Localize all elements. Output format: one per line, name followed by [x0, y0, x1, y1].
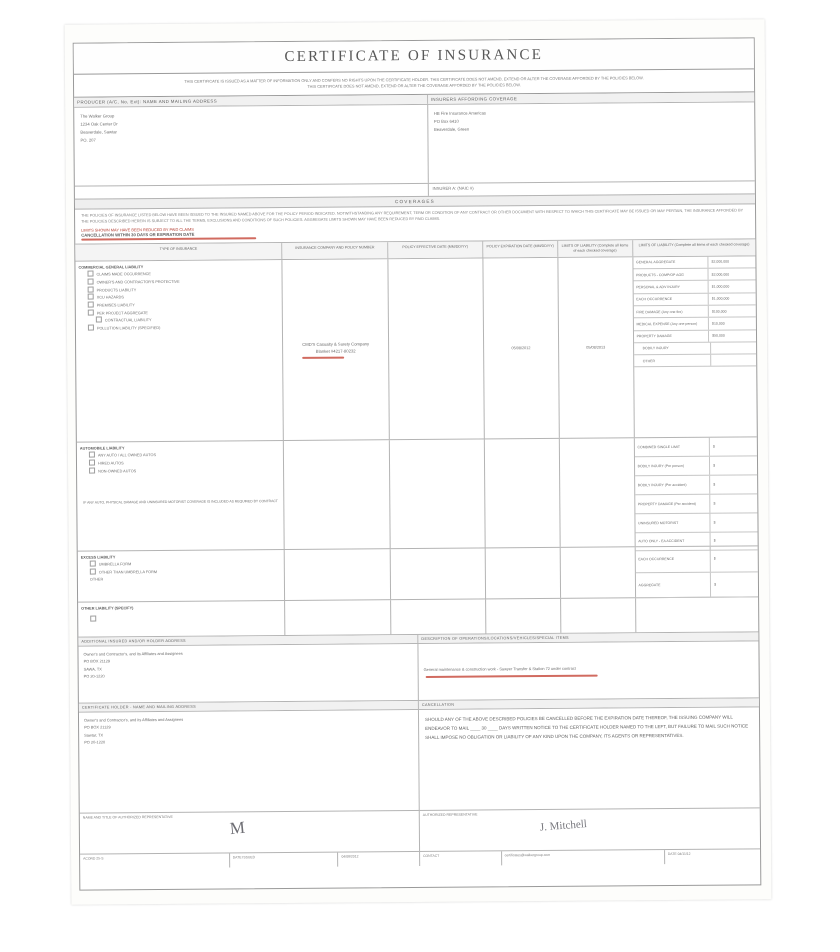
limit-value: $50,000 [712, 333, 725, 338]
auto-item-2: NON-OWNED AUTOS [98, 468, 137, 474]
coverages-paragraph: THE POLICIES OF INSURANCE LISTED BELOW HAVE BEEN ISSUED TO THE INSURED NAMED ABOVE FOR THE POLICY PERIOD INDICATED. NOTWITHSTANDING ANY REQUIREMENT, TERM OR CONDITION OF ANY CONTRACT OR OTHER DOCUMENT WITH RESPECT TO WHICH THIS CERTIFICATE MAY BE ISSUED OR MAY PERTAIN, THE INSURANCE AFFORDED BY THE POLICIES DESCRIBED HEREIN IS SUBJECT TO ALL THE TERMS, EXCLUSIONS AND CONDITIONS OF SUCH POLICIES. AGGREGATE LIMITS SHOWN MAY HAVE BEEN REDUCED BY PAID CLAIMS. [81, 208, 744, 224]
checkbox-icon[interactable] [88, 294, 94, 300]
addl-desc-body-row [78, 640, 758, 703]
holder-line-1: Owner's and Contractor's, and its Affiliates and Assignees [83, 716, 184, 723]
cgl-item-6: CONTRACTUAL LIABILITY [104, 318, 152, 323]
limit-value: $ [713, 556, 716, 561]
cgl-policy-col [388, 258, 485, 439]
limit-label: AUTO ONLY - EA ACCIDENT [635, 532, 711, 550]
other-policy-cell [391, 599, 486, 634]
producer-line-3: Beaverdale, Sawtar [80, 129, 117, 135]
limit-label: BODILY INJURY (Per accident) [635, 475, 711, 494]
holder-line-3: Sawtar, TX [84, 732, 104, 738]
checkbox-icon[interactable] [89, 460, 95, 466]
auto-expiration-date [560, 438, 636, 547]
limit-value: $ [713, 482, 716, 487]
checkbox-icon[interactable] [88, 309, 94, 315]
holder-line-4: PO 20-1220 [84, 739, 106, 745]
signature-row [80, 807, 760, 853]
limit-label: PERSONAL & ADV INJURY [633, 281, 709, 293]
footer-form-number: ACORD 25-S [80, 853, 230, 868]
auto-company-cell [284, 440, 390, 549]
limit-value: $ [713, 501, 716, 506]
limit-value: $100,000 [711, 309, 727, 314]
checkbox-icon[interactable] [90, 569, 96, 575]
limit-label: MEDICAL EXPENSE (Any one person) [633, 318, 709, 330]
addl-line-4: PO 20-1220 [83, 673, 105, 679]
other-type-cell [78, 601, 286, 637]
excess-item-2: OTHER [89, 577, 104, 582]
excess-type-cell [78, 550, 286, 602]
excess-expiration-date [560, 547, 635, 598]
checkbox-icon[interactable] [88, 301, 94, 307]
additional-insured-block [78, 644, 418, 703]
cancellation-note-line: CANCELLATION WITHIN 30 DAYS OR EXPIRATION DATE [81, 231, 195, 238]
cgl-expiration-date: 05/08/2013 [558, 257, 634, 438]
cgl-item-2: PRODUCTS LIABILITY [96, 287, 137, 293]
auto-item-1: HIRED AUTOS [97, 461, 124, 466]
producer-line-1: The Walker Group [80, 113, 115, 119]
col-header-limits: LIMITS OF LIABILITY (Complete all items of each checked coverage) [633, 239, 756, 256]
limit-value: $1,000,000 [711, 296, 730, 301]
limit-value: $ [713, 538, 716, 543]
cgl-policy-number: Blanket #4217-80232 [315, 348, 356, 354]
insurer-address-block [428, 103, 755, 184]
addl-line-2: PO BOX 21129 [83, 658, 111, 664]
other-limits-cell [636, 597, 759, 632]
limit-label: GENERAL AGGREGATE [633, 256, 709, 268]
addl-line-3: SAWA, TX [83, 666, 102, 672]
description-block [418, 641, 758, 700]
footer-far-right: DATE 04/11/12 [667, 851, 691, 856]
checkbox-icon[interactable] [89, 452, 95, 458]
other-title: OTHER LIABILITY (SPECIFY) [81, 605, 134, 611]
checkbox-icon[interactable] [90, 561, 96, 567]
cgl-company-cell [283, 259, 390, 440]
limit-value: $ [713, 520, 716, 525]
cgl-effective-date: 05/08/2012 [483, 258, 559, 439]
checkbox-icon[interactable] [96, 317, 102, 323]
limit-value: $ [714, 582, 717, 587]
limit-label: AGGREGATE [635, 572, 711, 597]
limit-label: FIRE DAMAGE (Any one fire) [633, 306, 709, 318]
limit-value: $2,000,000 [711, 272, 730, 277]
limit-value: $ [712, 444, 715, 449]
col-header-expiration: LIMITS OF LIABILITY (Complete all items of each checked coverage) [558, 240, 633, 256]
cancellation-header: CANCELLATION [419, 698, 759, 709]
addl-line-1: Owner's and Contractor's, and its Affiliates and Assignees [83, 650, 183, 657]
left-signature-label: NAME AND TITLE OF AUTHORIZED REPRESENTATIVE [82, 814, 173, 820]
footer-date-value: 04/08/2012 [338, 852, 420, 867]
signature-mark-right: J. Mitchell [539, 817, 588, 834]
limit-label: PROPERTY DAMAGE [634, 330, 710, 342]
description-header: DESCRIPTION OF OPERATIONS/LOCATIONS/VEHICLES/SPECIAL ITEMS [418, 632, 758, 643]
red-underline-2 [302, 356, 344, 358]
footer-contact-value: certificates@walkergroup.com [502, 850, 665, 865]
right-signature-label: AUTHORIZED REPRESENTATIVE [422, 812, 478, 817]
naic-label: INSURER A: (NAIC #) [432, 185, 474, 192]
coverages-bar: COVERAGES [75, 194, 755, 210]
col-header-type: TYPE OF INSURANCE [75, 243, 283, 260]
auto-footnote: IF ANY AUTO, PHYSICAL DAMAGE AND UNINSURED MOTORIST COVERAGE IS INCLUDED AS REQUIRED BY CONTRACT [83, 499, 278, 505]
certificate-of-insurance-form [73, 37, 762, 890]
limit-label: COMBINED SINGLE LIMIT [634, 437, 710, 456]
table-row [78, 546, 758, 602]
auto-item-0: ANY AUTO / ALL OWNED AUTOS [97, 453, 157, 458]
checkbox-icon[interactable] [88, 279, 94, 285]
description-text: General maintenance & construction work - Sawyer Transfer & Station 72 under contract [423, 665, 576, 672]
auto-type-cell [77, 441, 285, 551]
auto-policy-cell [390, 439, 486, 548]
col-header-company: INSURANCE COMPANY AND POLICY NUMBER [283, 242, 389, 259]
limit-value: $1,000,000 [711, 284, 730, 289]
cgl-item-0: CLAIMS MADE OCCURRENCE [96, 272, 151, 277]
right-signature-cell[interactable] [420, 808, 760, 851]
checkbox-icon[interactable] [87, 271, 93, 277]
cgl-item-3: XCU HAZARDS [96, 295, 124, 300]
cgl-item-7: POLLUTION LIABILITY (SPECIFIED) [96, 325, 161, 331]
insurer-line-3: Beaverdale, Green [433, 126, 470, 132]
excess-policy-cell [390, 548, 486, 599]
red-underline-3 [426, 675, 598, 678]
footer-contact-label: CONTACT [420, 851, 502, 866]
red-underline-1 [81, 237, 256, 240]
excess-item-0: UMBRELLA FORM [98, 562, 132, 567]
cgl-item-1: OWNER'S AND CONTRACTOR'S PROTECTIVE [96, 279, 180, 285]
limit-label: BODILY INJURY (Per person) [635, 456, 711, 475]
excess-effective-date [486, 548, 561, 599]
insurer-line-2: PO Box 6410 [433, 118, 459, 124]
limit-label: EACH OCCURRENCE [635, 546, 711, 572]
cgl-type-cell [75, 260, 284, 442]
paper-sheet [65, 19, 772, 904]
left-signature-cell[interactable] [80, 811, 420, 854]
certificate-holder-block [79, 710, 420, 813]
checkbox-icon[interactable] [88, 324, 94, 330]
col-header-policy: POLICY EFFECTIVE DATE (MM/DD/YY) [388, 242, 483, 258]
producer-line-4: PO. 207 [80, 137, 96, 143]
checkbox-icon[interactable] [90, 616, 96, 622]
other-effective-date [486, 599, 561, 634]
limit-value: $2,000,000 [711, 259, 730, 265]
limit-label: PROPERTY DAMAGE (Per accident) [635, 494, 711, 513]
cgl-limits-cell [633, 256, 757, 437]
page-title: CERTIFICATE OF INSURANCE [284, 46, 544, 65]
footer-date-label: DATE ISSUED [230, 852, 339, 867]
checkbox-icon[interactable] [89, 467, 95, 473]
limit-label: UNINSURED MOTORIST [635, 513, 711, 532]
holder-line-2: PO BOX 21129 [84, 724, 111, 730]
additional-insured-header: ADDITIONAL INSURED AND/OR HOLDER ADDRESS [78, 635, 418, 646]
table-row [78, 597, 758, 637]
disclaimer-line-1: THIS CERTIFICATE IS ISSUED AS A MATTER OF INFORMATION ONLY AND CONFERS NO RIGHTS UPON THE CERTIFICATE HOLDER. THIS CERTIFICATE DOES NOT AMEND, EXTEND OR ALTER THE COVERAGE AFFORDED BY THE POLICIES BELOW. [184, 75, 644, 84]
table-row [77, 437, 758, 551]
limit-label: OTHER [634, 355, 712, 367]
insurer-line-1: HB Fire Insurance Americas [433, 110, 487, 117]
col-header-effective: POLICY EXPIRATION DATE (MM/DD/YY) [483, 241, 558, 257]
producer-line-2: 1234 Oak Center Dr [80, 121, 118, 127]
cancellation-text: SHOULD ANY OF THE ABOVE DESCRIBED POLICIES BE CANCELLED BEFORE THE EXPIRATION DATE THEREOF, THE ISSUING COMPANY WILL ENDEAVOR TO MAIL ____ 30 ____ DAYS WRITTEN NOTICE TO THE CERTIFICATE HOLDER NAMED TO THE LEFT, BUT FAILURE TO MAIL SUCH NOTICE SHALL IMPOSE NO OBLIGATION OR LIABILITY OF ANY KIND UPON THE COMPANY, ITS AGENTS OR REPRESENTATIVES. [425, 714, 749, 740]
producer-section-label: PRODUCER (A/C, No, Ext): NAME AND MAILING ADDRESS [74, 95, 428, 107]
auto-effective-date [485, 439, 561, 548]
other-expiration-date [561, 598, 636, 633]
certificate-holder-header: CERTIFICATE HOLDER - NAME AND MAILING ADDRESS [79, 701, 419, 712]
table-row [75, 256, 756, 442]
limits-note-line: LIMITS SHOWN MAY HAVE BEEN REDUCED BY PAID CLAIMS [81, 226, 194, 233]
cgl-company-name: CMD'S Casualty & Surety Company [302, 340, 370, 347]
holder-cancel-body-row [79, 706, 760, 812]
limit-label: BODILY INJURY [634, 343, 712, 355]
cgl-item-5: PER PROJECT AGGREGATE [96, 310, 148, 316]
limit-value: $10,000 [712, 321, 725, 326]
checkbox-icon[interactable] [88, 286, 94, 292]
auto-title: AUTOMOBILE LIABILITY [79, 446, 125, 451]
excess-item-1: OTHER THAN UMBRELLA FORM [98, 570, 158, 575]
signature-mark-left: M [228, 817, 246, 838]
auto-limits-cell [634, 437, 757, 546]
producer-address-block [74, 105, 428, 186]
insurers-section-label: INSURERS AFFORDING COVERAGE [428, 93, 754, 105]
producer-insurer-body-row [74, 102, 755, 186]
other-company-cell [285, 600, 391, 635]
excess-limits-cell [635, 546, 758, 597]
excess-company-cell [285, 549, 391, 600]
cgl-title: COMMERCIAL GENERAL LIABILITY [78, 264, 144, 270]
limit-value: $ [713, 463, 716, 468]
disclaimer-line-2: THIS CERTIFICATE DOES NOT AMEND, EXTEND OR ALTER THE COVERAGE AFFORDED BY THE POLICIES BELOW. [307, 81, 521, 89]
cgl-item-4: PREMISES LIABILITY [96, 303, 135, 308]
limit-label: EACH OCCURRENCE [633, 293, 709, 305]
excess-title: EXCESS LIABILITY [80, 555, 116, 560]
limit-label: PRODUCTS - COMP/OP AGG [633, 269, 709, 281]
